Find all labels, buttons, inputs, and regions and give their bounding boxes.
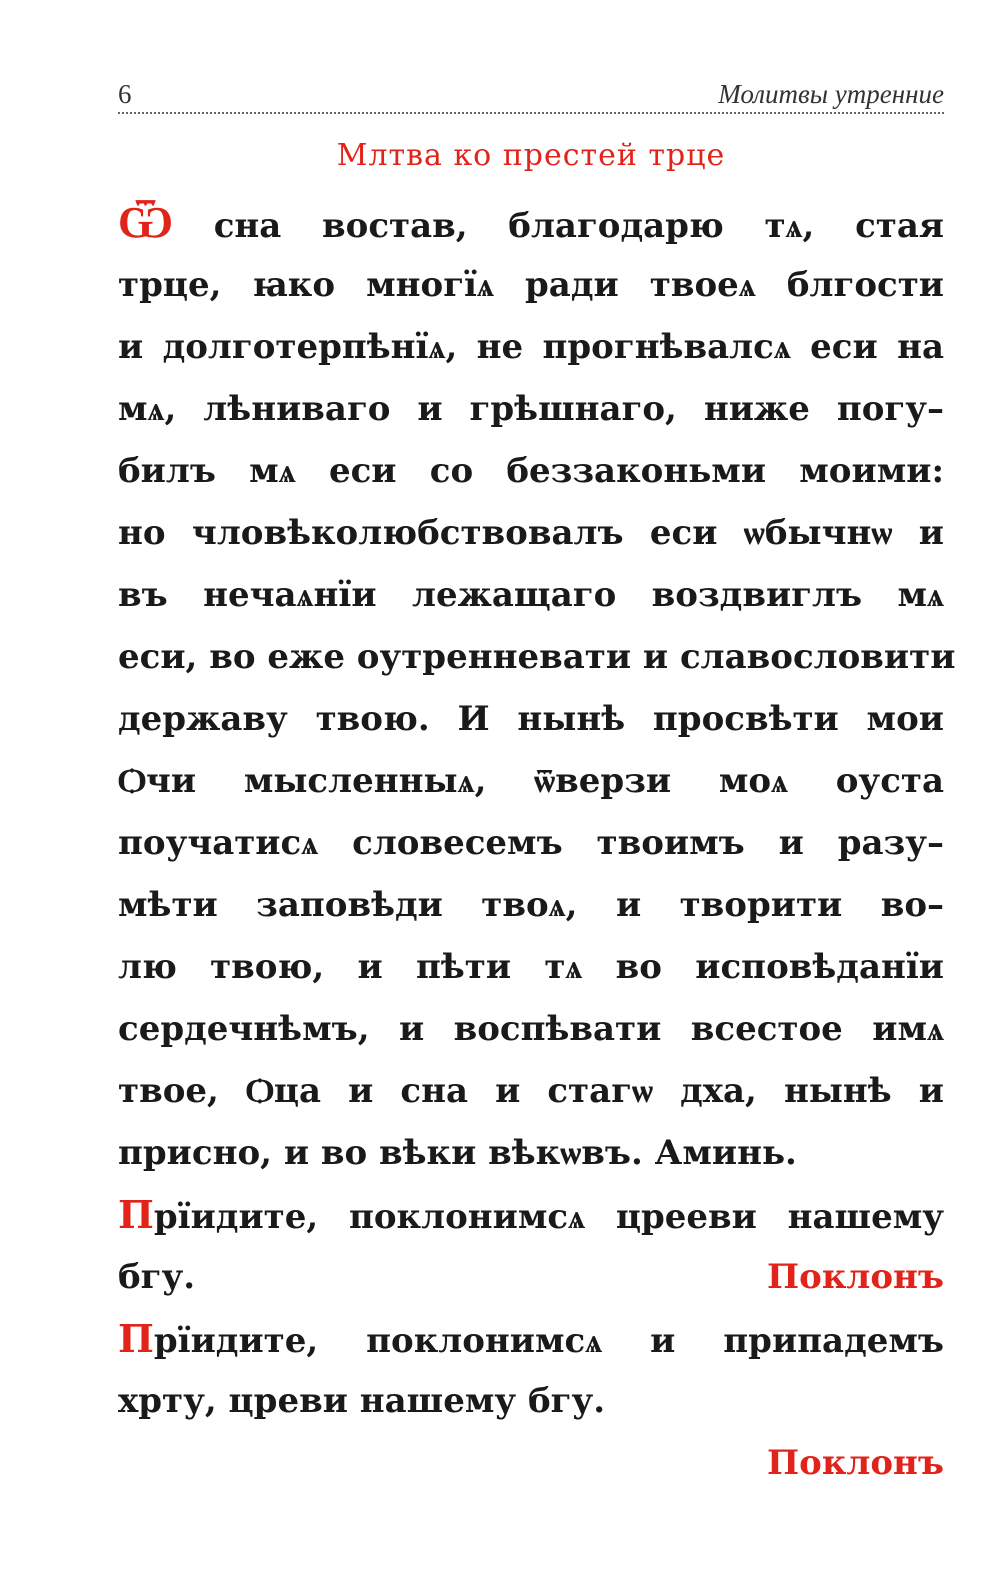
prayer-title: Млтва ко престей трце <box>336 138 726 173</box>
invitation-line: хрту, цреви нашему бгу. <box>118 1381 606 1421</box>
invitation-initial: П <box>118 1192 154 1237</box>
prayer-line: но чловѣколюбствовалъ еси ѡбычнѡ и <box>118 513 944 553</box>
invitation-text: бгу. <box>118 1257 196 1297</box>
prayer-line: въ нечаѧнїи лежащаго воздвиглъ мѧ <box>118 575 944 615</box>
prayer-line-text: сна востав, благодарю тѧ, стая <box>173 206 944 246</box>
running-title: Молитвы утренние <box>718 79 944 109</box>
prayer-line: твое, Ѻца и сна и стагѡ дха, нынѣ и <box>118 1071 944 1111</box>
prayer-line: билъ мѧ еси со беззаконьми моими: <box>118 451 944 491</box>
prayer-line: присно, и во вѣки вѣкѡвъ. Аминь. <box>118 1133 797 1173</box>
invitation-line <box>118 1246 944 1308</box>
invitation-initial: П <box>118 1316 154 1361</box>
rubric-line <box>118 1432 944 1494</box>
prayer-line: поучатисѧ словесемъ твоимъ и разу– <box>118 823 944 863</box>
prayer-line <box>118 192 944 254</box>
prayer-line: мѣти заповѣди твоѧ, и творити во– <box>118 885 944 925</box>
rubric-prostration: Поклонъ <box>767 1257 944 1297</box>
rubric-prostration: Поклонъ <box>767 1443 944 1483</box>
drop-initial: Ѿ <box>118 197 174 248</box>
page-number: 6 <box>118 79 132 109</box>
prayer-line: и долготерпѣнїѧ, не прогнѣвалсѧ еси на <box>118 327 944 367</box>
prayer-line: трце, ꙗко многїѧ ради твоеѧ блгости <box>118 265 944 305</box>
prayer-line: Ѻчи мысленныѧ, ѿверзи моѧ оуста <box>118 761 944 801</box>
invitation-line <box>118 1184 944 1246</box>
invitation-line <box>118 1308 944 1370</box>
header-divider <box>118 112 944 114</box>
running-header <box>118 66 944 110</box>
prayer-line: державу твою. И нынѣ просвѣти мои <box>118 699 944 739</box>
prayer-body <box>118 192 956 1494</box>
prayer-line: сердечнѣмъ, и воспѣвати всестое имѧ <box>118 1009 944 1049</box>
prayer-line: лю твою, и пѣти тѧ во исповѣданїи <box>118 947 944 987</box>
invitation-text: рїидите, поклонимсѧ црееви нашему <box>153 1197 944 1237</box>
prayer-line: мѧ, лѣниваго и грѣшнаго, ниже погу– <box>118 389 944 429</box>
prayer-line: еси, во еже оутренневати и славословити <box>118 637 956 677</box>
invitation-text: рїидите, поклонимсѧ и припадемъ <box>153 1321 944 1361</box>
